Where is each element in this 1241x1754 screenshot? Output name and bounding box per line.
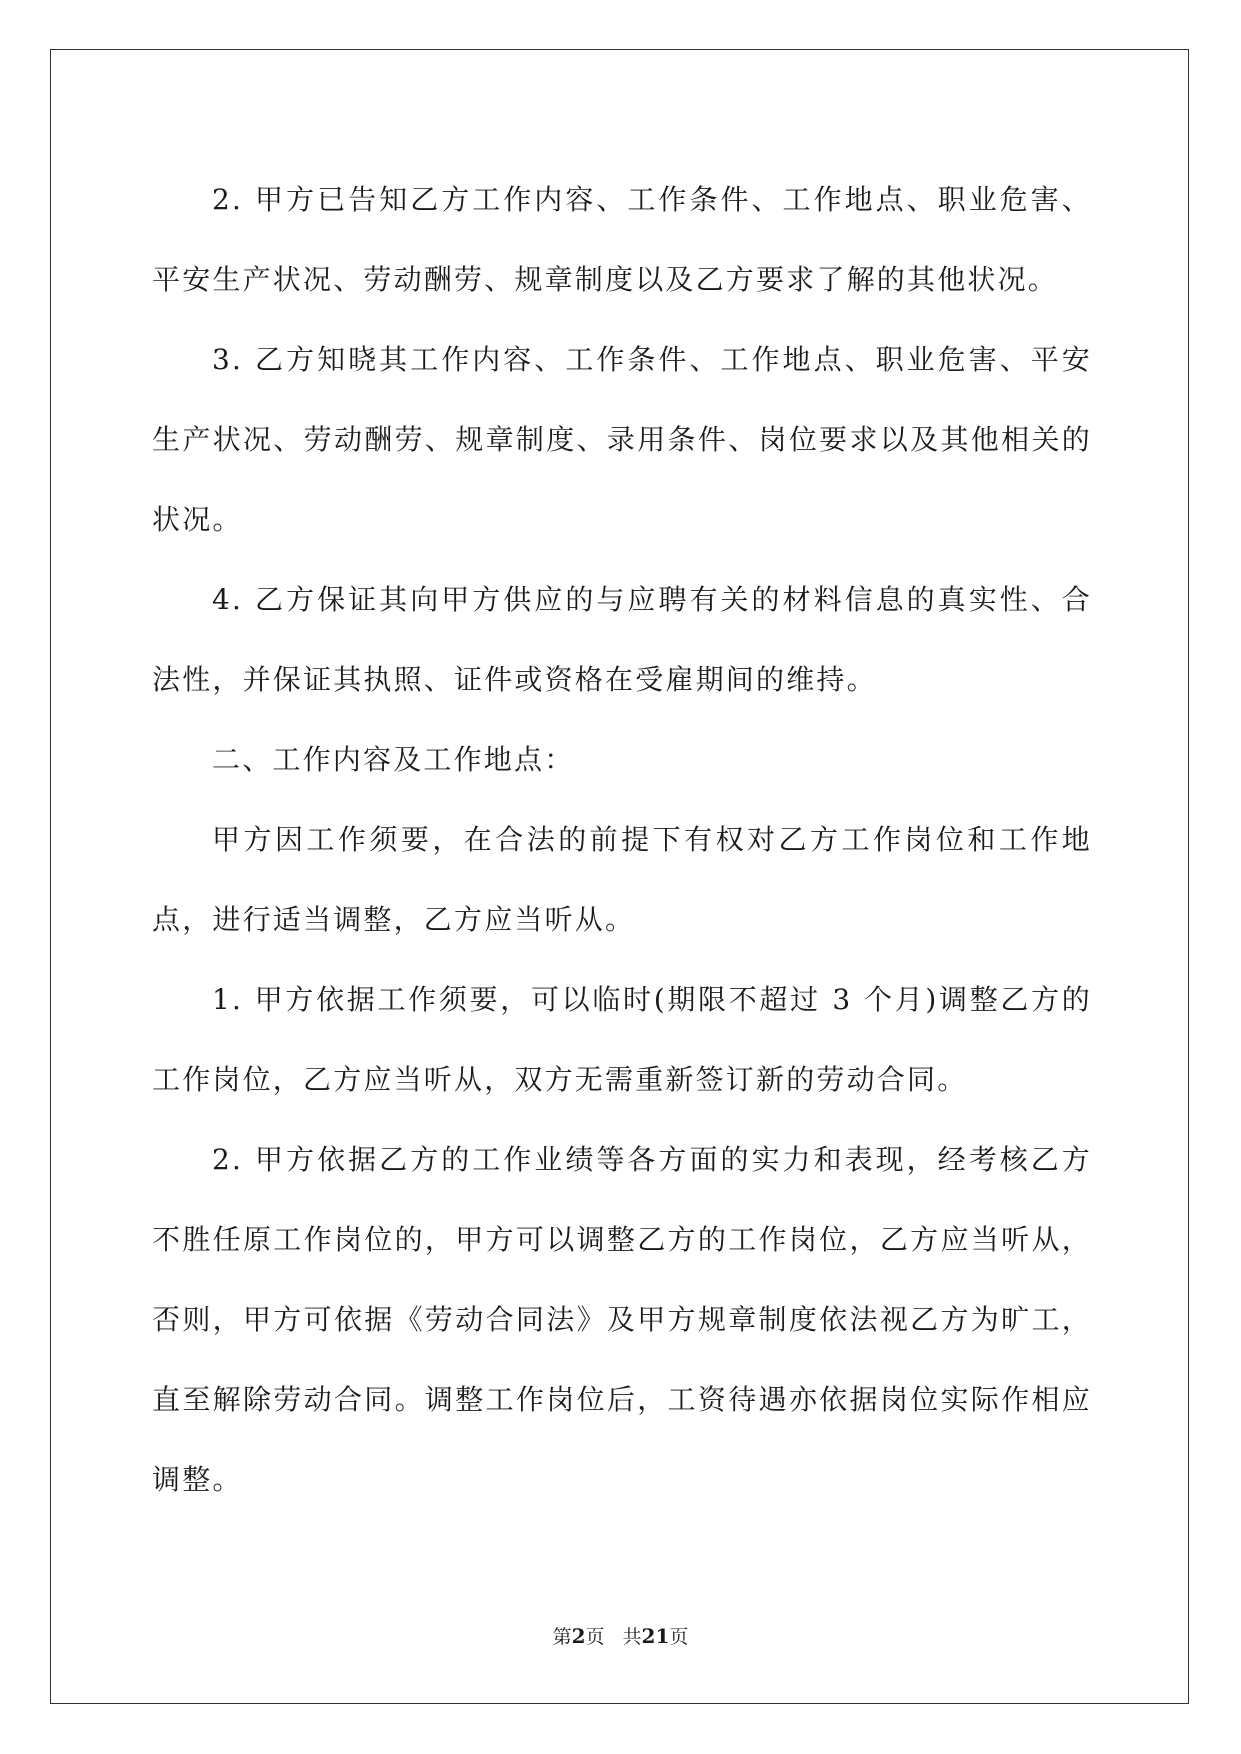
- paragraph: 2. 甲方已告知乙方工作内容、工作条件、工作地点、职业危害、平安生产状况、劳动酬劳、规章制度以及乙方要求了解的其他状况。: [152, 183, 1092, 296]
- page-prefix: 第: [552, 1626, 572, 1648]
- total-pages: 21: [641, 1624, 670, 1648]
- paragraph: 1. 甲方依据工作须要，可以临时(期限不超过 3 个月)调整乙方的工作岗位，乙方应当听从，双方无需重新签订新的劳动合同。: [152, 983, 1092, 1096]
- document-body: [152, 160, 1092, 1520]
- paragraph: 3. 乙方知晓其工作内容、工作条件、工作地点、职业危害、平安生产状况、劳动酬劳、规章制度、录用条件、岗位要求以及其他相关的状况。: [152, 343, 1092, 536]
- page-footer: [0, 1622, 1241, 1649]
- page-suffix: 页: [585, 1626, 605, 1648]
- paragraph: 2. 甲方依据乙方的工作业绩等各方面的实力和表现，经考核乙方不胜任原工作岗位的，甲方可以调整乙方的工作岗位，乙方应当听从，否则，甲方可依据《劳动合同法》及甲方规章制度依法视乙方为旷工，直至解除劳动合同。调整工作岗位后，工资待遇亦依据岗位实际作相应调整。: [152, 1143, 1092, 1496]
- total-suffix: 页: [669, 1626, 689, 1648]
- section-heading: 二、工作内容及工作地点：: [212, 743, 575, 776]
- paragraph: 甲方因工作须要，在合法的前提下有权对乙方工作岗位和工作地点，进行适当调整，乙方应当听从。: [152, 823, 1092, 936]
- page-number: 2: [571, 1624, 586, 1648]
- total-prefix: 共: [622, 1626, 642, 1648]
- paragraph: 4. 乙方保证其向甲方供应的与应聘有关的材料信息的真实性、合法性，并保证其执照、证件或资格在受雇期间的维持。: [152, 583, 1092, 696]
